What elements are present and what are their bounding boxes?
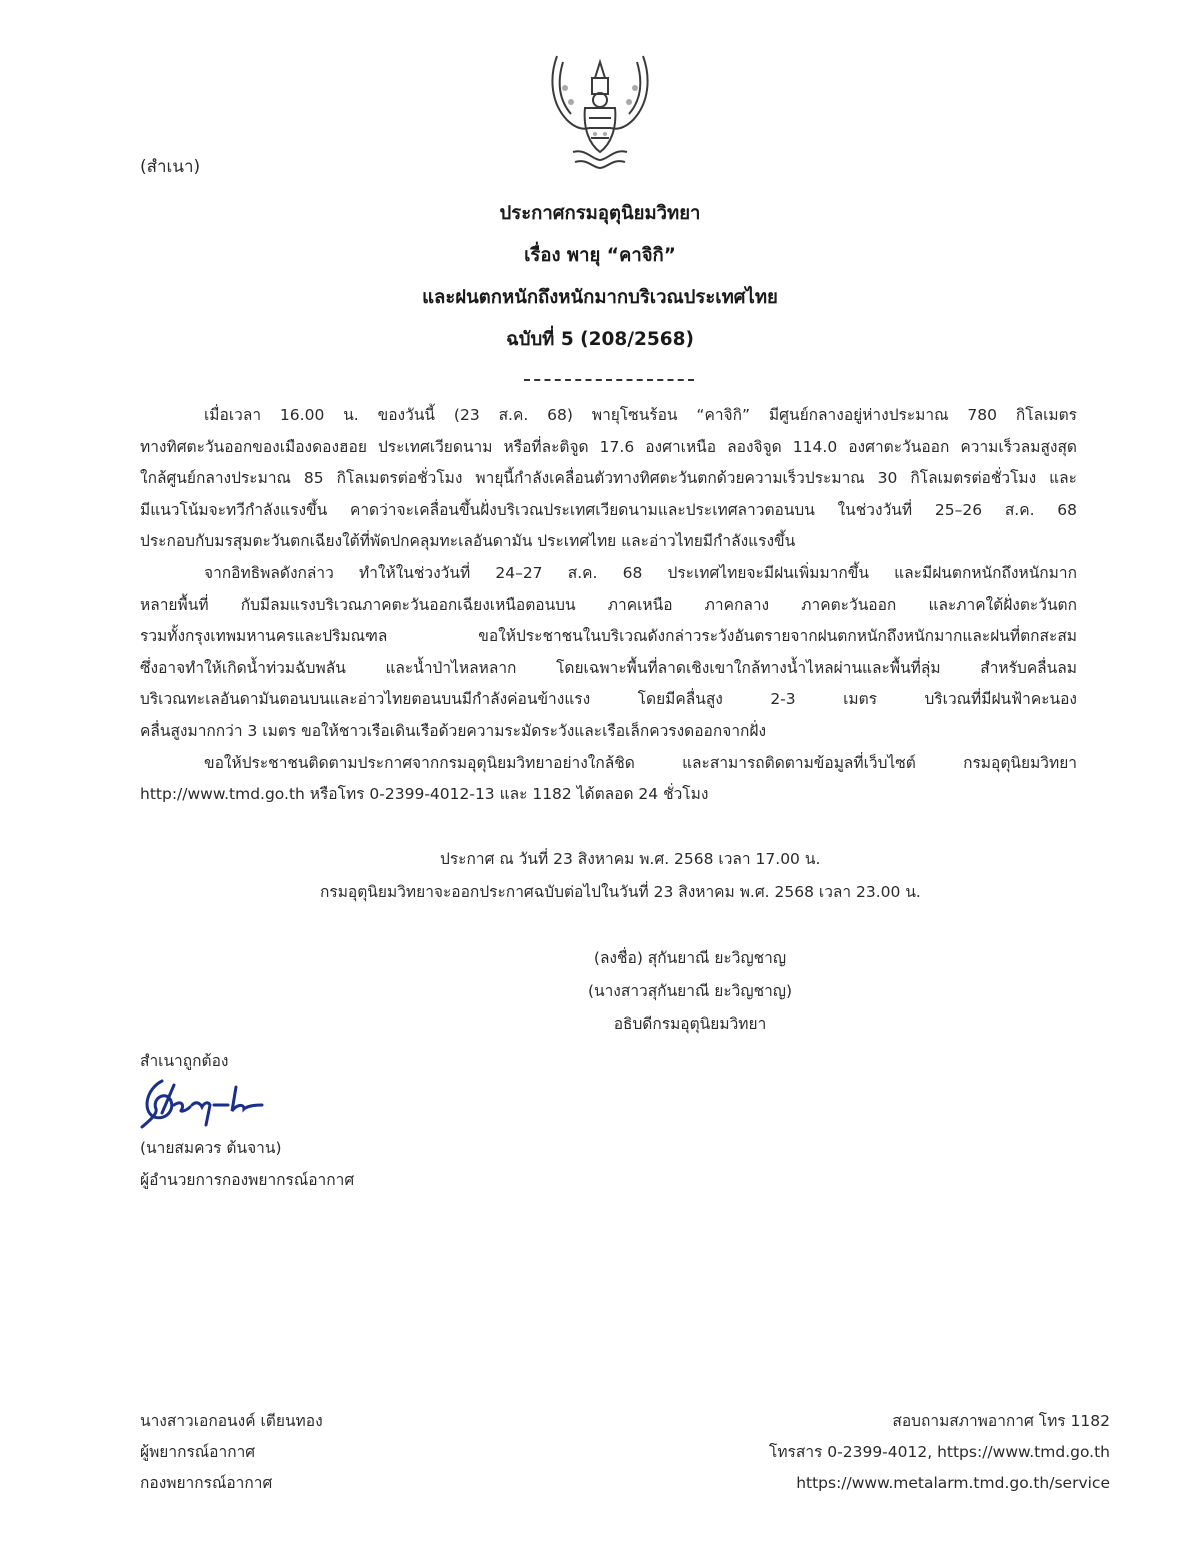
- signatory-name: (นางสาวสุกันยาณี ยะวิญชาญ): [587, 982, 793, 1000]
- text-line: เมื่อเวลา 16.00 น. ของวันนี้ (23 ส.ค. 68) พายุโซนร้อน “คาจิกิ” มีศูนย์กลางอยู่ห่างประมาณ 780 กิโลเมตร: [204, 406, 1077, 424]
- garuda-emblem-icon: [545, 48, 655, 176]
- title-line-1: ประกาศกรมอุตุนิยมวิทยา: [499, 203, 701, 224]
- announcement-body: [140, 400, 1077, 811]
- contact-info: [700, 1406, 1110, 1499]
- text-line: ทางทิศตะวันออกของเมืองดองฮอย ประเทศเวียดนาม หรือที่ละติจูด 17.6 องศาเหนือ ลองจิจูด 114.0 องศาตะวันออก ความเร็วลมสูงสุด: [140, 437, 1077, 456]
- metalarm-link[interactable]: https://www.metalarm.tmd.go.th/service: [796, 1474, 1110, 1492]
- text-line: มีแนวโน้มจะทวีกำลังแรงขึ้น คาดว่าจะเคลื่อนขึ้นฝั่งบริเวณประเทศเวียดนามและประเทศลาวตอนบน ในช่วงวันที่ 25–26 ส.ค. 68: [140, 500, 1077, 519]
- text-line: บริเวณทะเลอันดามันตอนบนและอ่าวไทยตอนบนมีกำลังค่อนข้างแรง โดยมีคลื่นสูง 2-3 เมตร บริเวณที่มีฝนฟ้าคะนอง: [140, 690, 1077, 709]
- forecaster-role: ผู้พยากรณ์อากาศ: [140, 1443, 256, 1461]
- forecaster-name: นางสาวเอกอนงค์ เตียนทอง: [140, 1412, 323, 1430]
- paragraph-1: [140, 400, 1077, 558]
- text-line: รวมทั้งกรุงเทพมหานครและปริมณฑล ขอให้ประชาชนในบริเวณดังกล่าวระวังอันตรายจากฝนตกหนักถึงหนักมากและฝนที่ตกสะสม: [140, 627, 1077, 646]
- forecaster-division: กองพยากรณ์อากาศ: [140, 1474, 273, 1492]
- document-title: [300, 196, 900, 364]
- certified-copy-label: สำเนาถูกต้อง: [140, 1052, 229, 1070]
- signatory-position: อธิบดีกรมอุตุนิยมวิทยา: [613, 1015, 767, 1033]
- certifier-block: [140, 1132, 354, 1196]
- issued-date: ประกาศ ณ วันที่ 23 สิงหาคม พ.ศ. 2568 เวลา 17.00 น.: [440, 850, 821, 868]
- title-divider: [524, 379, 694, 381]
- paragraph-3: [140, 748, 1077, 811]
- handwritten-signature-icon: [140, 1075, 265, 1130]
- title-line-3: และฝนตกหนักถึงหนักมากบริเวณประเทศไทย: [422, 287, 778, 308]
- forecaster-info: [140, 1406, 323, 1499]
- announcement-dates: [300, 843, 1040, 909]
- signed-by: (ลงชื่อ) สุกันยาณี ยะวิญชาญ: [593, 949, 787, 967]
- certifier-position: ผู้อำนวยการกองพยากรณ์อากาศ: [140, 1171, 355, 1189]
- title-line-4: ฉบับที่ 5 (208/2568): [506, 329, 694, 350]
- certifier-name: (นายสมควร ต้นจาน): [140, 1139, 282, 1157]
- text-line: จากอิทธิพลดังกล่าว ทำให้ในช่วงวันที่ 24–27 ส.ค. 68 ประเทศไทยจะมีฝนเพิ่มมากขึ้น และมีฝนตกหนักถึงหนักมาก: [204, 563, 1077, 582]
- copy-mark: (สำเนา): [140, 157, 201, 177]
- text-line: ขอให้ประชาชนติดตามประกาศจากกรมอุตุนิยมวิทยาอย่างใกล้ชิด และสามารถติดตามข้อมูลที่เว็บไซต์ กรมอุตุนิยมวิทยา: [204, 753, 1077, 772]
- text-line: หลายพื้นที่ กับมีลมแรงบริเวณภาคตะวันออกเฉียงเหนือตอนบน ภาคเหนือ ภาคกลาง ภาคตะวันออก และภาคใต้ฝั่งตะวันตก: [140, 595, 1077, 614]
- text-line: ใกล้ศูนย์กลางประมาณ 85 กิโลเมตรต่อชั่วโมง พายุนี้กำลังเคลื่อนตัวทางทิศตะวันตกด้วยความเร็วประมาณ 30 กิโลเมตรต่อชั่วโมง และ: [140, 469, 1077, 488]
- fax-website: โทรสาร 0-2399-4012, https://www.tmd.go.th: [769, 1443, 1110, 1461]
- text-line: ประกอบกับมรสุมตะวันตกเฉียงใต้ที่พัดปกคลุมทะเลอันดามัน ประเทศไทย และอ่าวไทยมีกำลังแรงขึ้น: [140, 532, 796, 551]
- text-line: ซึ่งอาจทำให้เกิดน้ำท่วมฉับพลัน และน้ำป่าไหลหลาก โดยเฉพาะพื้นที่ลาดเชิงเขาใกล้ทางน้ำไหลผ่านและพื้นที่ลุ่ม สำหรับคลื่นลม: [140, 658, 1077, 677]
- text-line: คลื่นสูงมากกว่า 3 เมตร ขอให้ชาวเรือเดินเรือด้วยความระมัดระวังและเรือเล็กควรงดออกจากฝั่ง: [140, 721, 767, 740]
- title-line-2: เรื่อง พายุ “คาจิกิ”: [524, 245, 676, 266]
- text-line: http://www.tmd.go.th หรือโทร 0-2399-4012-13 และ 1182 ได้ตลอด 24 ชั่วโมง: [140, 785, 709, 804]
- weather-hotline: สอบถามสภาพอากาศ โทร 1182: [892, 1412, 1110, 1430]
- signatory-block: [500, 942, 880, 1041]
- next-issue-date: กรมอุตุนิยมวิทยาจะออกประกาศฉบับต่อไปในวันที่ 23 สิงหาคม พ.ศ. 2568 เวลา 23.00 น.: [320, 883, 921, 901]
- paragraph-2: [140, 558, 1077, 748]
